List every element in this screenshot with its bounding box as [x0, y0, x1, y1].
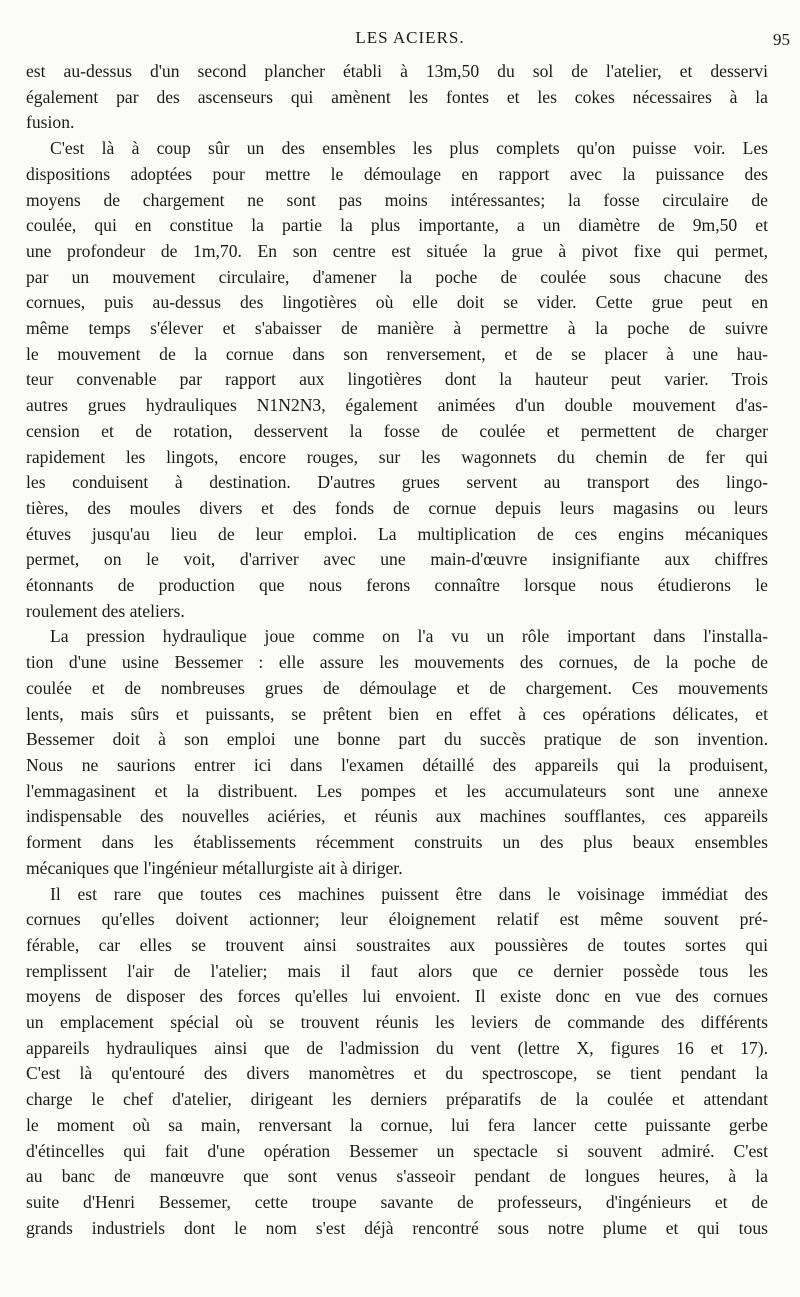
text-line: tion d'une usine Bessemer : elle assure les mouvements des cornues, de la poche de — [26, 652, 768, 673]
running-title: LES ACIERS. — [355, 28, 465, 47]
text-line: forment dans les établissements récemment construits un des plus beaux ensembles — [26, 832, 768, 853]
text-line: même temps s'élever et s'abaisser de manière à permettre à la poche de suivre — [26, 318, 768, 339]
text-line: Il est rare que toutes ces machines puissent être dans le voisinage immédiat des — [50, 883, 768, 904]
text-line: étonnants de production que nous ferons connaître lorsque nous étudierons le — [26, 575, 768, 596]
text-line: cension et de rotation, desservent la fosse de coulée et permettent de charger — [26, 420, 768, 441]
text-line: coulée, qui en constitue la partie la plus importante, a un diamètre de 9m,50 et — [26, 215, 768, 236]
text-line: roulement des ateliers. — [26, 600, 185, 621]
text-line: tières, des moules divers et des fonds de cornue depuis leurs magasins ou leurs — [26, 497, 768, 518]
page-header — [26, 28, 794, 52]
page-number: 95 — [773, 30, 790, 49]
text-line: C'est là qu'entouré des divers manomètres et du spectroscope, se tient pendant la — [26, 1063, 768, 1084]
text-line: rapidement les lingots, encore rouges, sur les wagonnets du chemin de fer qui — [26, 446, 768, 467]
text-line: cornues qu'elles doivent actionner; leur éloignement relatif est même souvent pré- — [26, 909, 768, 930]
body-text — [26, 59, 768, 1241]
text-line: par un mouvement circulaire, d'amener la poche de coulée sous chacune des — [26, 266, 768, 287]
text-line: teur convenable par rapport aux lingotières dont la hauteur peut varier. Trois — [26, 369, 768, 390]
text-line: permet, on le voit, d'arriver avec une main-d'œuvre insignifiante aux chiffres — [26, 549, 768, 570]
text-line: remplissent l'air de l'atelier; mais il faut alors que ce dernier possède tous les — [26, 960, 768, 981]
text-line: également par des ascenseurs qui amènent les fontes et les cokes nécessaires à la — [26, 86, 768, 107]
text-line: appareils hydrauliques ainsi que de l'admission du vent (lettre X, figures 16 et 17). — [26, 1037, 768, 1058]
text-line: charge le chef d'atelier, dirigeant les derniers préparatifs de la coulée et attendant — [26, 1089, 768, 1110]
text-line: C'est là à coup sûr un des ensembles les plus complets qu'on puisse voir. Les — [50, 138, 768, 159]
text-line: est au-dessus d'un second plancher établi à 13m,50 du sol de l'atelier, et desservi — [26, 61, 768, 81]
text-line: moyens de disposer des forces qu'elles lui envoient. Il existe donc en vue des cornues — [26, 986, 768, 1007]
text-line: cornues, puis au-dessus des lingotières où elle doit se vider. Cette grue peut en — [26, 292, 768, 313]
text-line: autres grues hydrauliques N1N2N3, également animées d'un double mouvement d'as- — [26, 395, 768, 416]
text-line: d'étincelles qui fait d'une opération Bessemer un spectacle si souvent admiré. C'est — [26, 1140, 768, 1161]
text-line: les conduisent à destination. D'autres grues servent au transport des lingo- — [26, 472, 768, 493]
text-line: suite d'Henri Bessemer, cette troupe savante de professeurs, d'ingénieurs et de — [26, 1191, 768, 1212]
text-line: une profondeur de 1m,70. En son centre est située la grue à pivot fixe qui permet, — [26, 240, 768, 261]
text-line: indispensable des nouvelles aciéries, et réunis aux machines soufflantes, ces appareils — [26, 806, 768, 827]
text-line: mécaniques que l'ingénieur métallurgiste ait à diriger. — [26, 857, 403, 878]
text-line: au banc de manœuvre que sont venus s'asseoir pendant de longues heures, à la — [26, 1166, 768, 1187]
text-line: étuves jusqu'au lieu de leur emploi. La multiplication de ces engins mécaniques — [26, 523, 768, 544]
text-line: grands industriels dont le nom s'est déjà rencontré sous notre plume et qui tous — [26, 1217, 768, 1238]
text-line: fusion. — [26, 112, 75, 133]
text-line: dispositions adoptées pour mettre le démoulage en rapport avec la puissance des — [26, 163, 768, 184]
text-line: Nous ne saurions entrer ici dans l'examen détaillé des appareils qui la produisent, — [26, 754, 768, 775]
text-line: le mouvement de la cornue dans son renversement, et de se placer à une hau- — [26, 343, 768, 364]
text-line: La pression hydraulique joue comme on l'a vu un rôle important dans l'installa- — [50, 626, 768, 647]
text-line: lents, mais sûrs et puissants, se prêtent bien en effet à ces opérations délicates, et — [26, 703, 768, 724]
text-line: le moment où sa main, renversant la cornue, lui fera lancer cette puissante gerbe — [26, 1114, 768, 1135]
text-line: l'emmagasinent et la distribuent. Les pompes et les accumulateurs sont une annexe — [26, 780, 768, 801]
text-line: férable, car elles se trouvent ainsi soustraites aux poussières de toutes sortes qui — [26, 934, 768, 955]
text-line: Bessemer doit à son emploi une bonne part du succès pratique de son invention. — [26, 729, 768, 750]
text-line: un emplacement spécial où se trouvent réunis les leviers de commande des différents — [26, 1012, 768, 1033]
text-line: coulée et de nombreuses grues de démoulage et de chargement. Ces mouvements — [26, 677, 768, 698]
text-line: moyens de chargement ne sont pas moins intéressantes; la fosse circulaire de — [26, 189, 768, 210]
